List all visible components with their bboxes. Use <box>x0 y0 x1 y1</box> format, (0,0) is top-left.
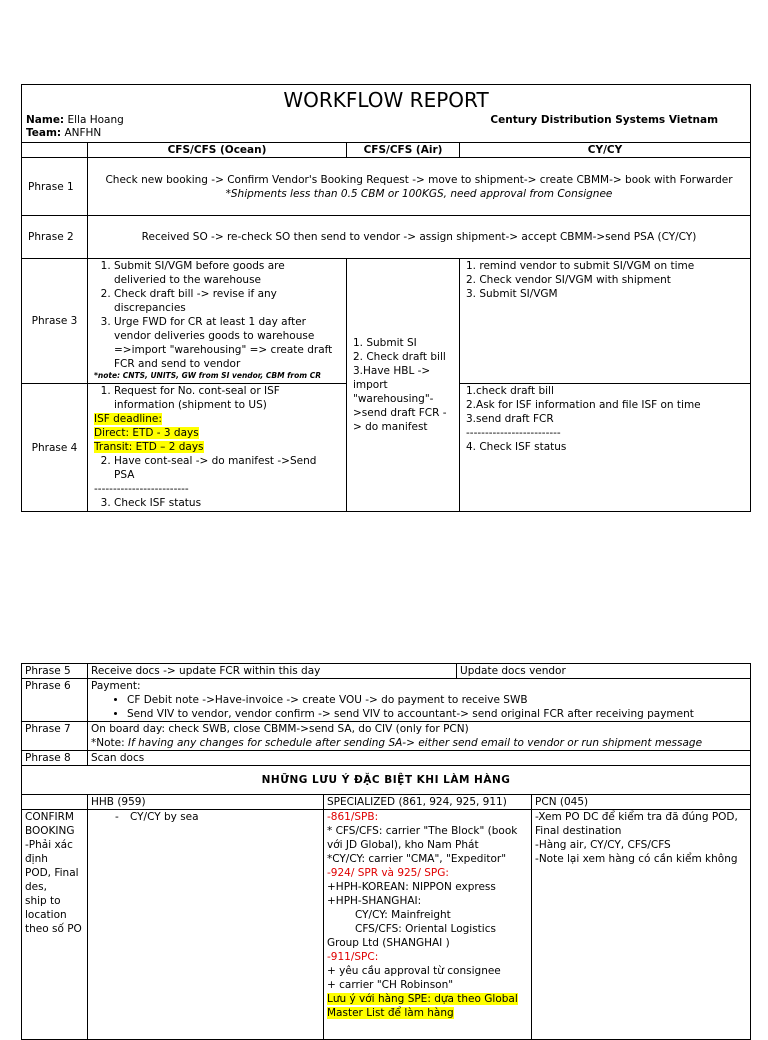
phrase4-label: Phrase 4 <box>22 384 88 512</box>
pcn-line: -Hàng air, CY/CY, CFS/CFS <box>535 839 671 851</box>
col-header-ocean: CFS/CFS (Ocean) <box>88 143 347 158</box>
report-header-cell <box>22 85 751 143</box>
special-notes-title: NHỮNG LƯU Ý ĐẶC BIỆT KHI LÀM HÀNG <box>22 766 751 795</box>
air-step: 3.Have HBL -> import "warehousing"->send draft FCR -> do manifest <box>353 365 447 433</box>
phrase1-text: Check new booking -> Confirm Vendor's Booking Request -> move to shipment-> create CBMM-> book with Forwarder <box>105 173 733 186</box>
phrase2-label: Phrase 2 <box>22 216 88 259</box>
phrase3-row <box>22 259 751 384</box>
spec-861-heading: -861/SPB: <box>327 811 379 823</box>
col-header-hhb: HHB (959) <box>88 795 324 810</box>
spec-line: +HPH-SHANGHAI: <box>327 895 422 907</box>
phrase7-note: If having any changes for schedule after sending SA-> either send email to vendor or run shipment message <box>127 737 703 749</box>
phrase3-cycy-item: 1. remind vendor to submit SI/VGM on time <box>466 260 695 272</box>
empty-header-cell <box>22 143 88 158</box>
col-header-cycy: CY/CY <box>460 143 751 158</box>
report-title: WORKFLOW REPORT <box>283 88 489 112</box>
phrase5-row <box>22 664 751 679</box>
spec-line: +HPH-KOREAN: NIPPON express <box>327 881 496 893</box>
air-step: 1. Submit SI <box>353 337 417 349</box>
phrase7-row <box>22 722 751 751</box>
report-header-row <box>22 85 751 143</box>
phrase3-ocean-item: 1. Submit SI/VGM before goods are deliveried to the warehouse <box>114 259 340 287</box>
spec-line: *CY/CY: carrier "CMA", "Expeditor" <box>327 853 507 865</box>
spec-line: + carrier "CH Robinson" <box>327 979 454 991</box>
phrase4-cycy <box>460 384 751 512</box>
name-label: Name: <box>26 114 65 126</box>
confirm-line: ship to location <box>25 895 67 921</box>
phrase4-cycy-item: ------------------------- <box>466 427 561 439</box>
phrase2-row <box>22 216 751 259</box>
confirm-line: theo số PO <box>25 923 82 935</box>
hhb-item: CY/CY by sea <box>130 811 199 823</box>
notes-header-row <box>22 795 751 810</box>
phrase3-ocean-note: *note: CNTS, UNITS, GW from SI vendor, CBM from CR <box>94 371 321 380</box>
air-phrase34-cell <box>347 259 460 512</box>
phrase3-cycy-item: 2. Check vendor SI/VGM with shipment <box>466 274 671 286</box>
isf-transit: Transit: ETD – 2 days <box>94 441 204 453</box>
phrase3-cycy-item: 3. Submit SI/VGM <box>466 288 558 300</box>
team-value: ANFHN <box>61 127 102 139</box>
pcn-line: -Xem PO DC để kiểm tra đã đúng POD, Final destination <box>535 811 738 837</box>
phrase4-cycy-item: 1.check draft bill <box>466 385 554 397</box>
phrase6-item: • CF Debit note ->Have-invoice -> create VOU -> do payment to receive SWB <box>127 693 747 707</box>
phrase4-cycy-item: 4. Check ISF status <box>466 441 567 453</box>
phrase6-row <box>22 679 751 722</box>
phrase8-row <box>22 751 751 766</box>
phrase4-cycy-item: 3.send draft FCR <box>466 413 554 425</box>
phrase3-label: Phrase 3 <box>22 259 88 384</box>
confirm-line: -Phải xác định <box>25 839 73 865</box>
phrase3-ocean-item: 2. Check draft bill -> revise if any discrepancies <box>114 287 340 315</box>
col-header-pcn: PCN (045) <box>532 795 751 810</box>
air-step: 2. Check draft bill <box>353 351 446 363</box>
phrase7-text: On board day: check SWB, close CBMM->send SA, do CIV (only for PCN) <box>91 723 469 735</box>
phrase6-head: Payment: <box>91 680 141 692</box>
col-header-specialized: SPECIALIZED (861, 924, 925, 911) <box>324 795 532 810</box>
team-label: Team: <box>26 127 62 139</box>
phrase2-text: Received SO -> re-check SO then send to vendor -> assign shipment-> accept CBMM->send PSA (CY/CY) <box>88 216 751 259</box>
spec-line: + yêu cầu approval từ consignee <box>327 965 501 977</box>
confirm-line: POD, Final des, <box>25 867 79 893</box>
isf-direct: Direct: ETD - 3 days <box>94 427 199 439</box>
phrase7-label: Phrase 7 <box>22 722 88 751</box>
phrase1-label: Phrase 1 <box>22 158 88 216</box>
phrase5-right: Update docs vendor <box>457 664 751 679</box>
spec-line: CY/CY: Mainfreight <box>355 909 451 921</box>
phrase4-separator: ------------------------- <box>94 483 189 495</box>
phrase3-ocean-item: 3. Urge FWD for CR at least 1 day after vendor deliveries goods to warehouse =>import "warehousing" => create draft FCR and send to vendor <box>114 315 340 371</box>
column-header-row <box>22 143 751 158</box>
confirm-booking-cell <box>22 810 88 1040</box>
phrase3-ocean <box>88 259 347 384</box>
phrase3-cycy <box>460 259 751 384</box>
spec-924-heading: -924/ SPR và 925/ SPG: <box>327 867 449 879</box>
isf-deadline: ISF deadline: <box>94 413 162 425</box>
phrase4-ocean-item: 1. Request for No. cont-seal or ISF information (shipment to US) <box>114 384 340 412</box>
phrase6-label: Phrase 6 <box>22 679 88 722</box>
confirm-line: BOOKING <box>25 825 75 837</box>
pcn-cell <box>532 810 751 1040</box>
workflow-report-table <box>21 84 751 512</box>
phrase8-label: Phrase 8 <box>22 751 88 766</box>
spec-line: CFS/CFS: Oriental Logistics Group Ltd (SHANGHAI ) <box>327 923 496 949</box>
phrase6-item: • Send VIV to vendor, vendor confirm -> send VIV to accountant-> send original FCR after receiving payment <box>127 707 747 721</box>
phrase6-content <box>88 679 751 722</box>
phrase4-cycy-item: 2.Ask for ISF information and file ISF on time <box>466 399 701 411</box>
hhb-cell: - CY/CY by sea <box>88 810 324 1040</box>
col-header-air: CFS/CFS (Air) <box>347 143 460 158</box>
phrase4-ocean-item: 2. Have cont-seal -> do manifest ->Send PSA <box>114 454 340 482</box>
phrase5-text: Receive docs -> update FCR within this day <box>88 664 457 679</box>
phrase1-note: *Shipments less than 0.5 CBM or 100KGS, need approval from Consignee <box>225 187 613 200</box>
phrase8-text: Scan docs <box>88 751 751 766</box>
phrase7-note-prefix: *Note: <box>91 737 128 749</box>
phrase1-content <box>88 158 751 216</box>
company-name: Century Distribution Systems Vietnam <box>490 114 719 126</box>
phrase1-row <box>22 158 751 216</box>
spec-911-heading: -911/SPC: <box>327 951 379 963</box>
specialized-cell <box>324 810 532 1040</box>
big-title-row <box>22 766 751 795</box>
empty-notes-header <box>22 795 88 810</box>
name-value: Ella Hoang <box>64 114 124 126</box>
phrases-notes-table <box>21 663 751 1040</box>
notes-body-row <box>22 810 751 1040</box>
spec-line: * CFS/CFS: carrier "The Block" (book với JD Global), kho Nam Phát <box>327 825 518 851</box>
phrase4-ocean <box>88 384 347 512</box>
phrase5-label: Phrase 5 <box>22 664 88 679</box>
phrase4-ocean-item: 3. Check ISF status <box>114 496 340 510</box>
pcn-line: -Note lại xem hàng có cần kiểm không <box>535 853 738 865</box>
confirm-line: CONFIRM <box>25 811 74 823</box>
spe-note: Lưu ý với hàng SPE: dựa theo Global Master List để làm hàng <box>327 993 518 1019</box>
phrase7-content <box>88 722 751 751</box>
